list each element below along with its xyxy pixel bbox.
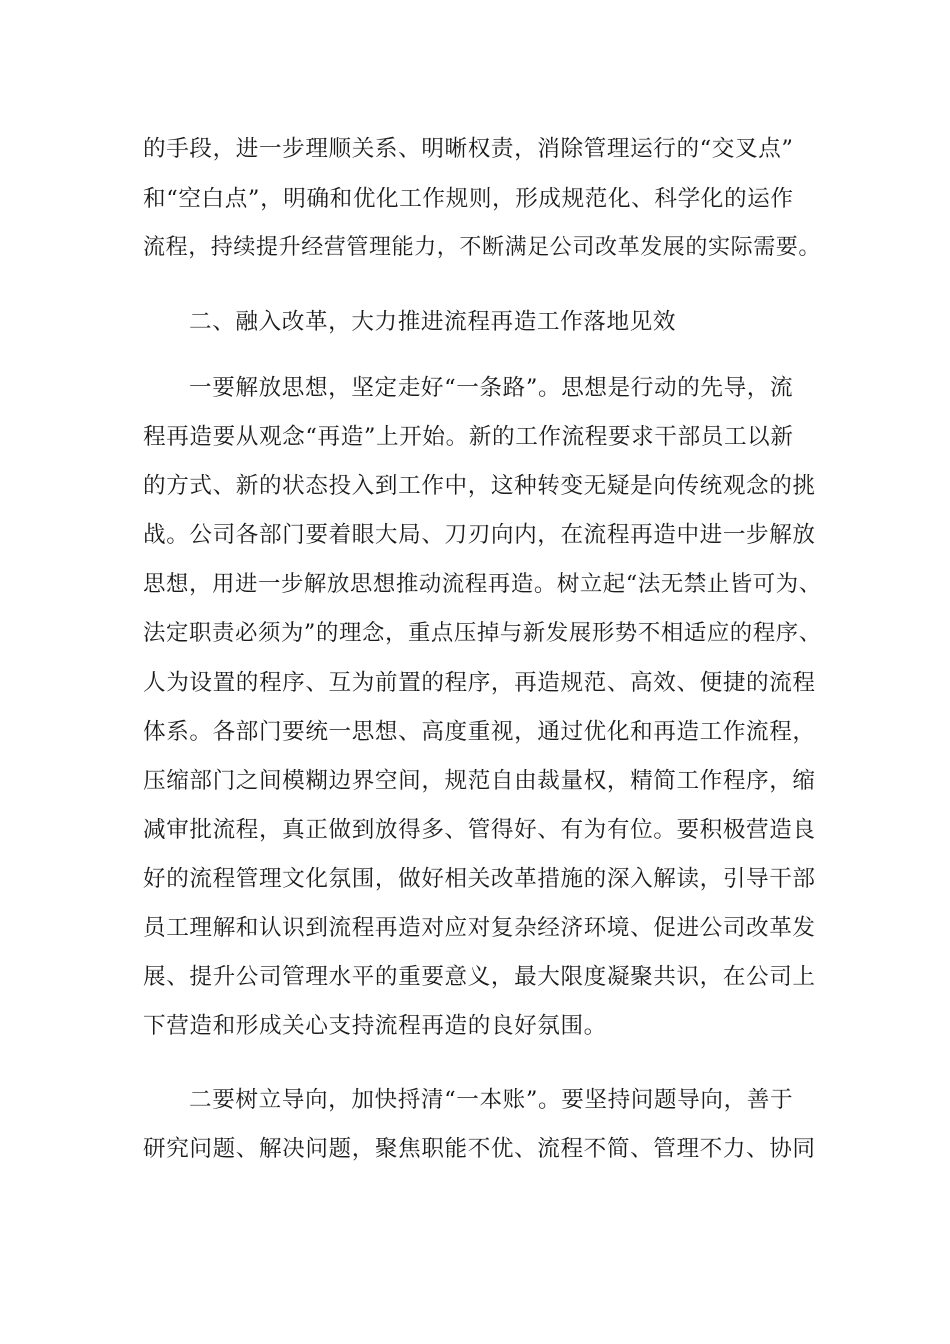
text-line: 展、提升公司管理水平的重要意义，最大限度凝聚共识，在公司上 <box>143 964 816 990</box>
text-line: 下营造和形成关心支持流程再造的良好氛围。 <box>143 1013 607 1039</box>
text-line: 法定职责必须为”的理念，重点压掉与新发展形势不相适应的程序、 <box>143 620 822 646</box>
paragraph-first-line: 二要树立导向，加快捋清“一本账”。要坚持问题导向，善于 <box>189 1087 794 1113</box>
paragraph-first-line: 一要解放思想，坚定走好“一条路”。思想是行动的先导，流 <box>189 375 794 401</box>
text-line: 程再造要从观念“再造”上开始。新的工作流程要求干部员工以新 <box>143 424 794 450</box>
text-line: 战。公司各部门要着眼大局、刀刃向内，在流程再造中进一步解放 <box>143 522 816 548</box>
text-line: 研究问题、解决问题，聚焦职能不优、流程不简、管理不力、协同 <box>143 1136 816 1162</box>
text-line: 人为设置的程序、互为前置的程序，再造规范、高效、便捷的流程 <box>143 670 816 696</box>
text-line: 的方式、新的状态投入到工作中，这种转变无疑是向传统观念的挑 <box>143 473 816 499</box>
text-line: 员工理解和认识到流程再造对应对复杂经济环境、促进公司改革发 <box>143 915 816 941</box>
section-heading: 二、融入改革，大力推进流程再造工作落地见效 <box>189 309 677 335</box>
text-line: 思想，用进一步解放思想推动流程再造。树立起“法无禁止皆可为、 <box>143 571 822 597</box>
text-line: 和“空白点”，明确和优化工作规则，形成规范化、科学化的运作 <box>143 186 794 212</box>
text-line: 好的流程管理文化氛围，做好相关改革措施的深入解读，引导干部 <box>143 866 816 892</box>
text-line: 体系。各部门要统一思想、高度重视，通过优化和再造工作流程， <box>143 719 816 745</box>
text-line: 减审批流程，真正做到放得多、管得好、有为有位。要积极营造良 <box>143 817 816 843</box>
text-line: 压缩部门之间模糊边界空间，规范自由裁量权，精简工作程序，缩 <box>143 768 816 794</box>
text-line: 的手段，进一步理顺关系、明晰权责，消除管理运行的“交叉点” <box>143 136 794 162</box>
text-line: 流程，持续提升经营管理能力，不断满足公司改革发展的实际需要。 <box>143 235 822 260</box>
